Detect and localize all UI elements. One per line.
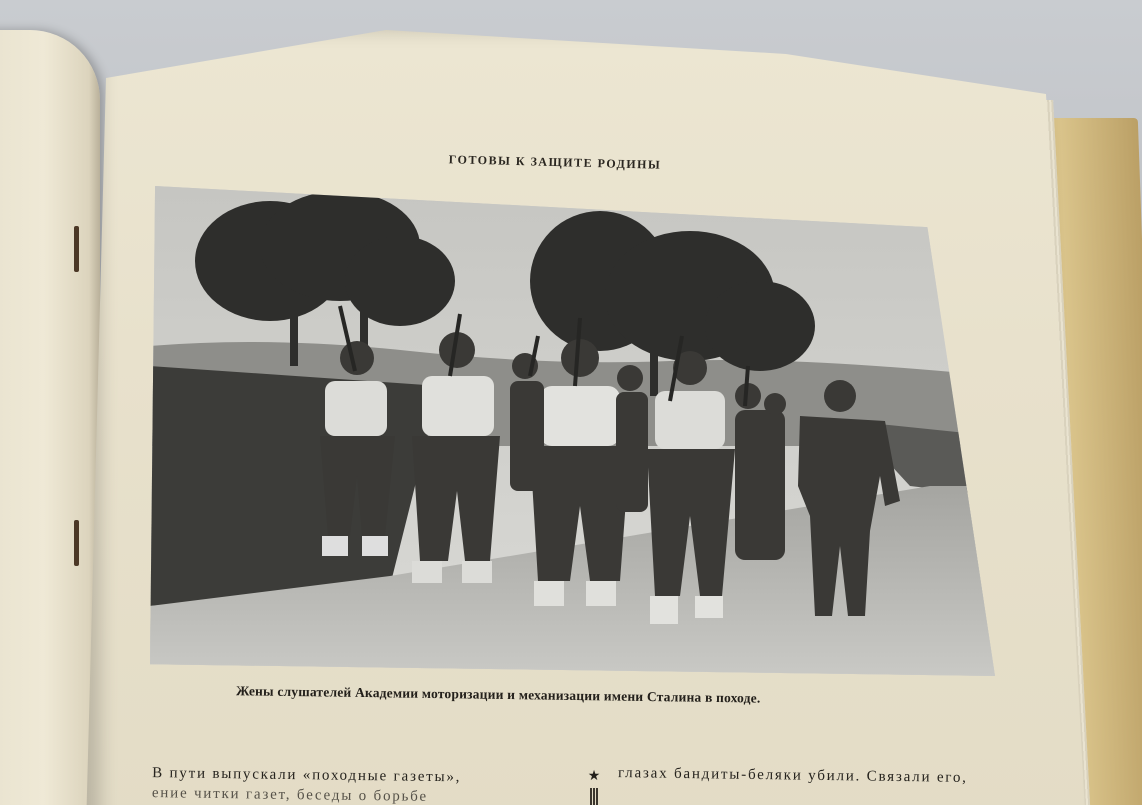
photo-caption: Жены слушателей Академии моторизации и механизации имени Сталина в походе. — [235, 683, 761, 706]
left-page — [0, 30, 100, 805]
body-line: ение читки газет, беседы о борьбе — [151, 785, 429, 805]
halftone-photograph — [150, 186, 995, 676]
photo-drawing — [150, 186, 995, 676]
column-ornament — [586, 770, 602, 805]
body-text-left — [152, 765, 572, 805]
running-head: ГОТОВЫ К ЗАЩИТЕ РОДИНЫ — [448, 152, 662, 172]
divider-bars — [590, 788, 598, 805]
binding-stitch — [74, 226, 79, 272]
body-line: В пути выпускали «походные газеты», — [152, 765, 462, 786]
star-icon: ★ — [587, 769, 601, 784]
binding-stitch — [74, 520, 79, 566]
body-line: глазах бандиты-беляки убили. Связали его, — [617, 765, 968, 786]
